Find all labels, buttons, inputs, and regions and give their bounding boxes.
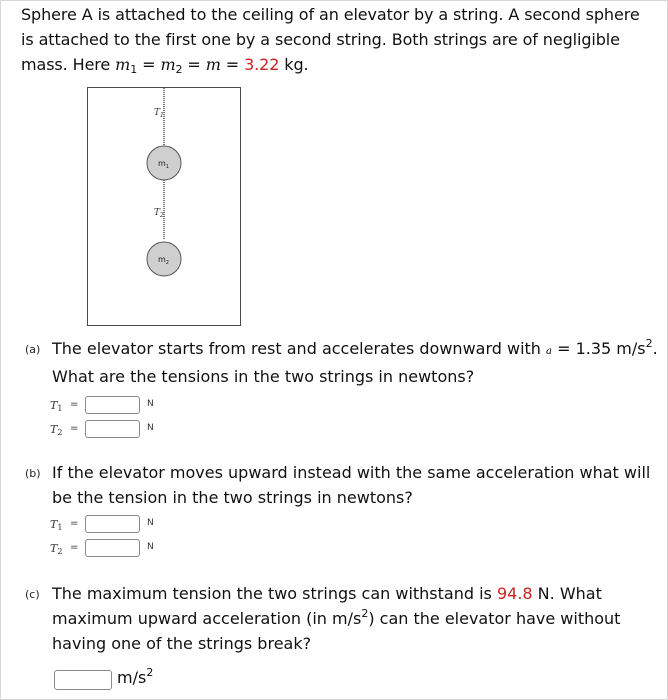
- elevator-diagram: [88, 88, 240, 325]
- t2-label: $T_2$: [50, 542, 63, 556]
- t2-label: $T_2$: [154, 208, 164, 219]
- answer-row-b-t2: $T_2$ = N: [50, 539, 250, 559]
- t1-label: $T_1$: [50, 518, 63, 532]
- t2-input-b[interactable]: [85, 539, 140, 557]
- answer-row-a-t2: $T_2$ = N: [50, 420, 250, 440]
- elevator-figure: [87, 87, 241, 326]
- acceleration-input-c[interactable]: [54, 670, 112, 690]
- max-tension-value: 94.8: [496, 584, 533, 603]
- answer-row-b-t1: $T_1$ = N: [50, 515, 250, 535]
- part-b-label: (b): [25, 467, 41, 480]
- unit-label: N: [147, 399, 154, 409]
- part-c-question: The maximum tension the two strings can withstand is 94.8 N. What maximum upward acceleration (in $m/s^2$) can the elevator have without having one of the strings break?: [52, 584, 621, 653]
- problem-intro: Sphere A is attached to the ceiling of an elevator by a string. A second sphere is attached to the first one by a second string. Both strings are of negligible mass. Here $m_1 = m_2 = m = 3.22$ kg.: [21, 5, 640, 76]
- acceleration-unit: $m/s^2$: [117, 666, 154, 687]
- t2-input-a[interactable]: [85, 420, 140, 438]
- part-a-question: The elevator starts from rest and accelerates downward with a = 1.35 $m/s^2$. What are the tensions in the two strings in newtons?: [52, 337, 658, 386]
- t1-label: $T_1$: [50, 399, 63, 413]
- answer-row-a-t1: $T_1$ = N: [50, 396, 250, 416]
- t2-label: $T_2$: [50, 423, 63, 437]
- m2-label: $m_2$: [158, 255, 169, 266]
- unit-label: N: [147, 542, 154, 552]
- mass-value: 3.22: [244, 55, 280, 74]
- part-b-question: If the elevator moves upward instead with the same acceleration what will be the tension in the two strings in newtons?: [52, 463, 651, 507]
- m1-label: $m_1$: [158, 159, 169, 170]
- unit-label: N: [147, 518, 154, 528]
- t1-input-a[interactable]: [85, 396, 140, 414]
- t1-input-b[interactable]: [85, 515, 140, 533]
- t1-label: $T_1$: [154, 108, 164, 119]
- unit-label: N: [147, 423, 154, 433]
- part-c-label: (c): [25, 588, 40, 601]
- part-a-label: (a): [25, 343, 41, 356]
